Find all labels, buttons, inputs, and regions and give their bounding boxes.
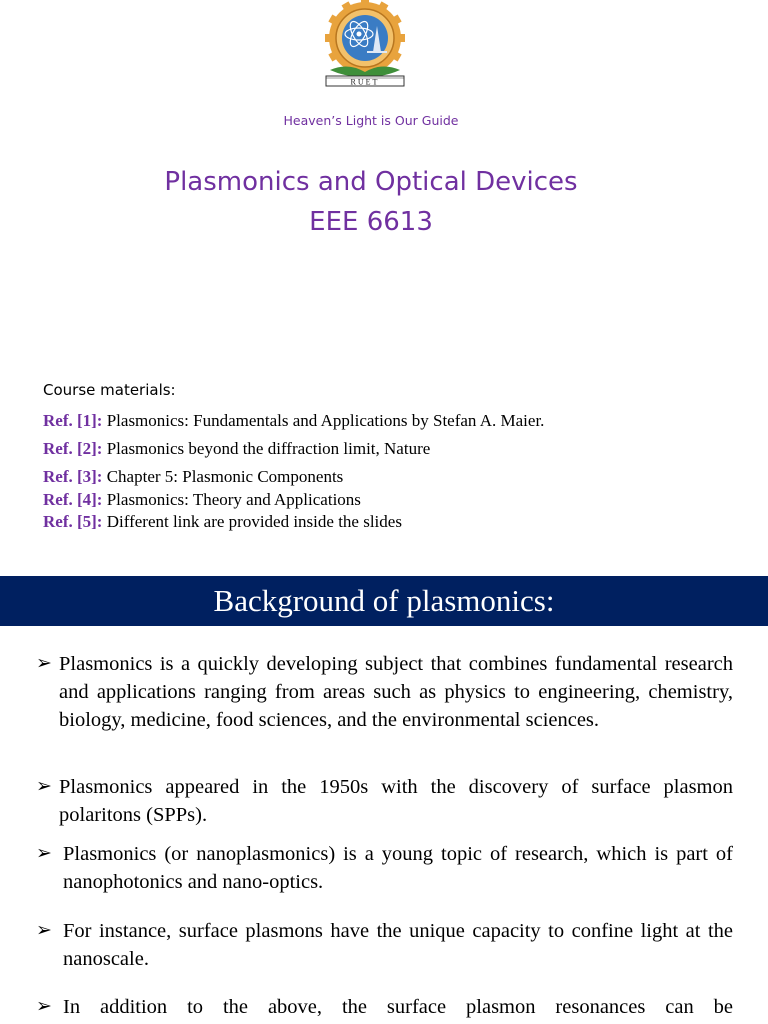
reference-tag: Ref. [3]:: [43, 467, 103, 486]
svg-text:RUET: RUET: [350, 77, 380, 87]
reference-text: Plasmonics: Fundamentals and Applications by Stefan A. Maier.: [102, 411, 545, 430]
reference-item: [43, 512, 402, 532]
arrow-bullet-icon: ➢: [36, 843, 52, 864]
bullet-item: [36, 650, 733, 734]
arrow-bullet-icon: ➢: [36, 776, 52, 797]
bullet-item: [36, 993, 733, 1021]
arrow-bullet-icon: ➢: [36, 920, 52, 941]
reference-text: Plasmonics: Theory and Applications: [102, 490, 361, 509]
reference-item: [43, 411, 544, 431]
bullet-text: Plasmonics is a quickly developing subject that combines fundamental research and applications ranging from areas such as physics to engineering, chemistry, biology, medicine, food sciences, and the environmental sciences.: [59, 653, 733, 731]
bullet-item: [36, 840, 733, 896]
ruet-emblem-icon: [318, 0, 412, 92]
ruet-logo: [318, 0, 412, 92]
bullet-text: For instance, surface plasmons have the unique capacity to confine light at the nanoscale.: [63, 920, 733, 970]
reference-tag: Ref. [4]:: [43, 490, 103, 509]
reference-text: Different link are provided inside the slides: [102, 512, 402, 531]
reference-tag: Ref. [5]:: [43, 512, 103, 531]
course-title: Plasmonics and Optical Devices: [164, 167, 578, 197]
course-materials-heading: Course materials:: [43, 381, 176, 399]
reference-text: Plasmonics beyond the diffraction limit, Nature: [102, 439, 431, 458]
reference-item: [43, 467, 343, 487]
bullet-text: Plasmonics (or nanoplasmonics) is a young topic of research, which is part of nanophotonics and nano-optics.: [63, 843, 733, 893]
reference-item: [43, 439, 430, 459]
bullet-item: [36, 773, 733, 829]
motto: Heaven’s Light is Our Guide: [283, 113, 459, 128]
reference-tag: Ref. [1]:: [43, 411, 103, 430]
bullet-item: [36, 917, 733, 973]
reference-item: [43, 490, 361, 510]
bullet-text: In addition to the above, the surface plasmon resonances can be: [63, 996, 733, 1018]
arrow-bullet-icon: ➢: [36, 653, 52, 674]
section-banner: Background of plasmonics:: [0, 576, 768, 626]
reference-tag: Ref. [2]:: [43, 439, 103, 458]
bullet-text: Plasmonics appeared in the 1950s with the discovery of surface plasmon polaritons (SPPs).: [59, 776, 733, 826]
arrow-bullet-icon: ➢: [36, 996, 52, 1017]
course-code: EEE 6613: [309, 207, 433, 237]
reference-text: Chapter 5: Plasmonic Components: [102, 467, 344, 486]
